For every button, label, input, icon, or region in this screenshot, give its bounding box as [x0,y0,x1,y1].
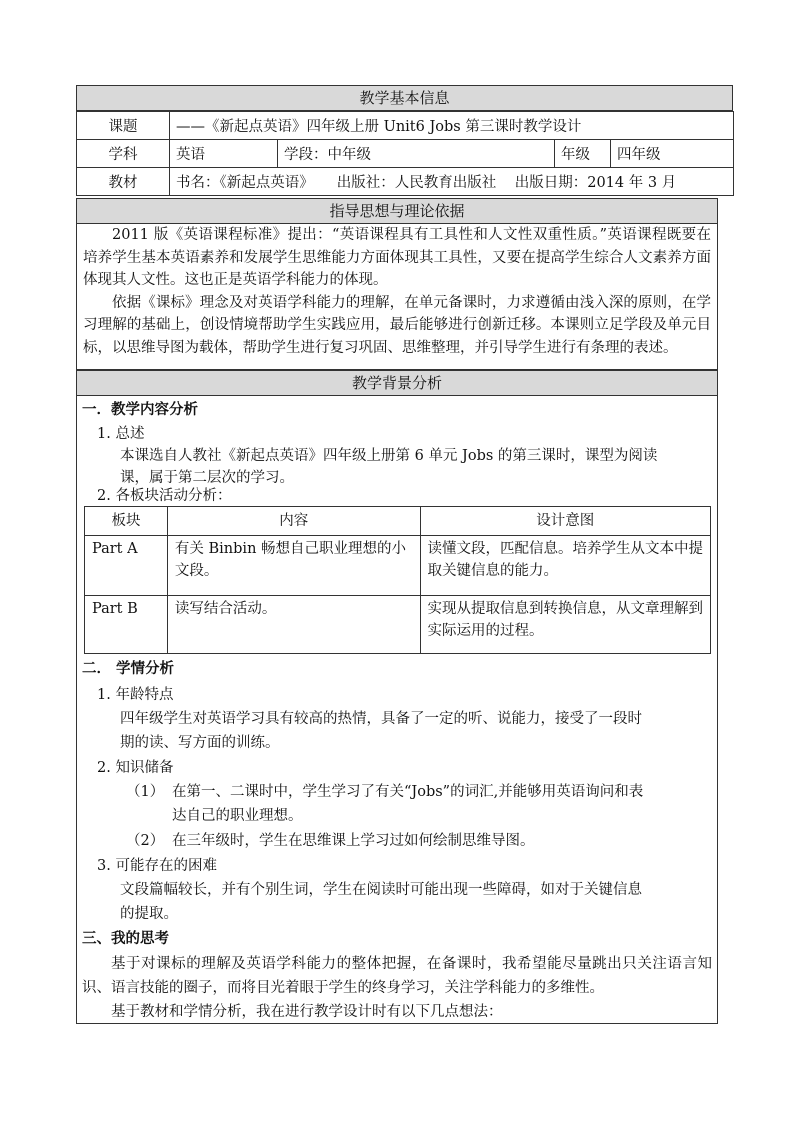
student-analysis-title: 二． 学情分析 [82,660,175,677]
publish-date: 出版日期：2014 年 3 月 [514,175,677,191]
reflection-paragraph-2: 基于教材和学情分析，我在进行教学设计时有以下几点想法： [111,1004,503,1020]
table-row [85,536,711,596]
book-name: 书名：《新起点英语》 [176,175,314,191]
age-title: 1. 年龄特点 [97,687,174,703]
difficulty-line-2: 的提取。 [120,906,178,922]
row-part: Part A [85,536,168,596]
knowledge-item-1-number: （1） [126,784,165,800]
stage-value: 学段：中年级 [278,140,555,168]
activity-table-header [85,507,711,536]
knowledge-item-2-number: （2） [126,833,165,849]
col-header-intent: 设计意图 [420,507,711,536]
reflection-title: 三、我的思考 [82,930,169,947]
basic-info-table [76,111,734,196]
textbook-row [77,168,734,196]
age-line-1: 四年级学生对英语学习具有较高的热情，具备了一定的听、说能力，接受了一段时 [120,711,642,727]
basic-info-header: 教学基本信息 [76,85,733,111]
col-header-content: 内容 [167,507,420,536]
grade-value: 四年级 [611,140,734,168]
theory-body [76,224,718,370]
theory-paragraph-1: 2011 版《英语课程标准》提出：“英语课程具有工具性和人文性双重性质。”英语课程既要在培养学生基本英语素养和发展学生思维能力方面体现其工具性，又要在提高学生综合人文素养方面体现其人文性。这也正是英语学科能力的体现。 [83,227,711,288]
overview-line-1: 本课选自人教社《新起点英语》四年级上册第 6 单元 Jobs 的第三课时，课型为阅读 [120,448,658,464]
overview-title: 1. 总述 [97,426,145,442]
subject-row [77,140,734,168]
row-intent: 读懂文段，匹配信息。培养学生从文本中提取关键信息的能力。 [420,536,711,596]
theory-header: 指导思想与理论依据 [76,198,718,224]
activity-analysis-title: 2. 各板块活动分析： [97,488,232,504]
row-content: 读写结合活动。 [167,596,420,654]
knowledge-item-1-line-2: 达自己的职业理想。 [172,808,303,824]
course-value: ——《新起点英语》四年级上册 Unit6 Jobs 第三课时教学设计 [170,112,734,140]
row-content: 有关 Binbin 畅想自己职业理想的小文段。 [167,536,420,596]
row-intent: 实现从提取信息到转换信息，从文章理解到实际运用的过程。 [420,596,711,654]
publisher: 出版社：人民教育出版社 [336,175,497,191]
subject-label: 学科 [77,140,170,168]
course-row [77,112,734,140]
course-label: 课题 [77,112,170,140]
background-header: 教学背景分析 [76,370,718,396]
reflection-paragraph-1: 基于对课标的理解及英语学科能力的整体把握，在备课时，我希望能尽量跳出只关注语言知识、语言技能的圈子，而将目光着眼于学生的终身学习，关注学科能力的多维性。 [82,956,712,996]
textbook-value [170,168,734,196]
table-row [85,596,711,654]
reflection-body [82,952,712,1024]
grade-label: 年级 [555,140,611,168]
knowledge-item-1-line-1: 在第一、二课时中，学生学习了有关“Jobs”的词汇,并能够用英语询问和表 [172,784,644,800]
difficulty-line-1: 文段篇幅较长，并有个别生词，学生在阅读时可能出现一些障碍，如对于关键信息 [120,882,642,898]
subject-value: 英语 [170,140,278,168]
age-line-2: 期的读、写方面的训练。 [120,735,280,751]
col-header-part: 板块 [85,507,168,536]
textbook-label: 教材 [77,168,170,196]
knowledge-title: 2. 知识储备 [97,760,174,776]
difficulty-title: 3. 可能存在的困难 [97,858,217,874]
knowledge-item-2-line-1: 在三年级时，学生在思维课上学习过如何绘制思维导图。 [172,833,535,849]
row-part: Part B [85,596,168,654]
theory-paragraph-2: 依据《课标》理念及对英语学科能力的理解，在单元备课时，力求遵循由浅入深的原则，在学习理解的基础上，创设情境帮助学生实践应用，最后能够进行创新迁移。本课则立足学段及单元目标，以思维导图为载体，帮助学生进行复习巩固、思维整理，并引导学生进行有条理的表述。 [83,294,711,356]
content-analysis-title: 一．教学内容分析 [82,401,198,418]
activity-table [84,506,711,654]
overview-line-2: 课，属于第二层次的学习。 [120,470,294,486]
